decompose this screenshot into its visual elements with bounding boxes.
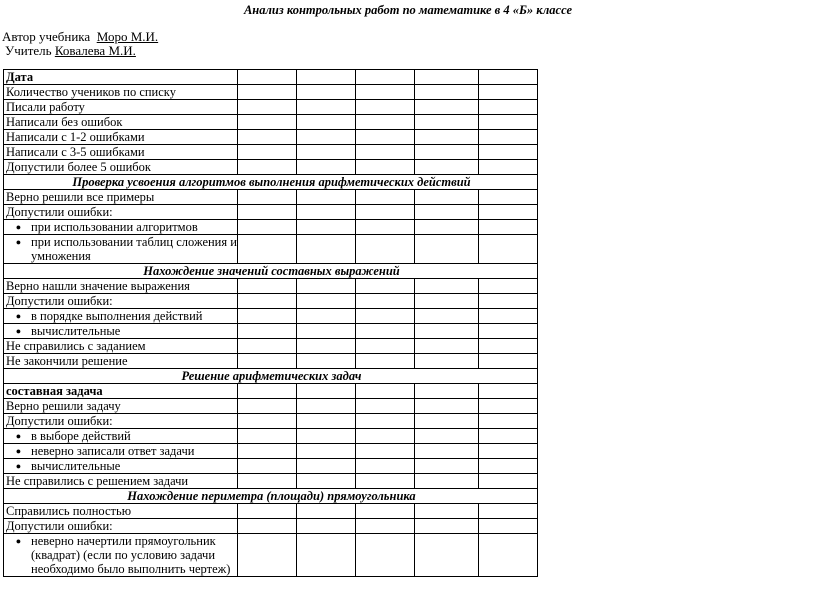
row-label: Количество учеников по списку xyxy=(4,85,238,100)
empty-cell xyxy=(415,205,479,220)
empty-cell xyxy=(415,190,479,205)
empty-cell xyxy=(297,384,356,399)
empty-cell xyxy=(297,205,356,220)
teacher-name: Ковалева М.И. xyxy=(54,43,136,58)
bullet-item-label: неверно записали ответ задачи xyxy=(31,444,195,458)
empty-cell xyxy=(415,70,479,85)
empty-cell xyxy=(238,85,297,100)
empty-cell xyxy=(297,145,356,160)
empty-cell xyxy=(356,444,415,459)
bullet-item-cell xyxy=(4,309,238,324)
empty-cell xyxy=(356,294,415,309)
table-row xyxy=(4,534,538,577)
empty-cell xyxy=(479,414,538,429)
table-row xyxy=(4,115,538,130)
section-header-row xyxy=(4,369,538,384)
empty-cell xyxy=(356,130,415,145)
empty-cell xyxy=(238,459,297,474)
empty-cell xyxy=(297,444,356,459)
empty-cell xyxy=(415,160,479,175)
bullet-item-label: вычислительные xyxy=(31,459,121,473)
empty-cell xyxy=(415,115,479,130)
empty-cell xyxy=(415,145,479,160)
empty-cell xyxy=(297,115,356,130)
section-title: Решение арифметических задач xyxy=(4,369,538,384)
bullet-item-label: при использовании алгоритмов xyxy=(31,220,198,234)
empty-cell xyxy=(297,399,356,414)
empty-cell xyxy=(297,220,356,235)
empty-cell xyxy=(479,85,538,100)
bullet-icon: ● xyxy=(15,431,22,441)
empty-cell xyxy=(356,220,415,235)
empty-cell xyxy=(297,130,356,145)
empty-cell xyxy=(415,444,479,459)
empty-cell xyxy=(238,294,297,309)
empty-cell xyxy=(297,85,356,100)
table-row xyxy=(4,85,538,100)
empty-cell xyxy=(415,534,479,577)
analysis-table xyxy=(3,69,538,577)
empty-cell xyxy=(415,399,479,414)
row-label: Допустили ошибки: xyxy=(4,414,238,429)
empty-cell xyxy=(356,384,415,399)
empty-cell xyxy=(297,70,356,85)
empty-cell xyxy=(415,279,479,294)
bullet-item-cell xyxy=(4,534,238,577)
empty-cell xyxy=(297,279,356,294)
empty-cell xyxy=(356,519,415,534)
empty-cell xyxy=(479,160,538,175)
empty-cell xyxy=(238,220,297,235)
empty-cell xyxy=(415,519,479,534)
row-label: Не справились с решением задачи xyxy=(4,474,238,489)
empty-cell xyxy=(297,190,356,205)
empty-cell xyxy=(479,279,538,294)
empty-cell xyxy=(238,399,297,414)
table-row xyxy=(4,130,538,145)
section-header-row xyxy=(4,264,538,279)
bullet-item xyxy=(6,459,237,473)
bullet-item xyxy=(6,309,237,323)
empty-cell xyxy=(238,279,297,294)
empty-cell xyxy=(356,534,415,577)
table-row xyxy=(4,100,538,115)
empty-cell xyxy=(479,220,538,235)
empty-cell xyxy=(356,504,415,519)
bullet-item xyxy=(6,534,237,576)
empty-cell xyxy=(297,414,356,429)
empty-cell xyxy=(356,354,415,369)
bullet-item-cell xyxy=(4,429,238,444)
empty-cell xyxy=(415,130,479,145)
empty-cell xyxy=(238,205,297,220)
row-label: Справились полностью xyxy=(4,504,238,519)
table-row xyxy=(4,504,538,519)
empty-cell xyxy=(238,429,297,444)
empty-cell xyxy=(238,354,297,369)
empty-cell xyxy=(238,145,297,160)
empty-cell xyxy=(479,429,538,444)
empty-cell xyxy=(238,504,297,519)
empty-cell xyxy=(479,70,538,85)
bullet-item xyxy=(6,444,237,458)
bullet-item xyxy=(6,324,237,338)
empty-cell xyxy=(238,100,297,115)
row-label: Допустили более 5 ошибок xyxy=(4,160,238,175)
empty-cell xyxy=(479,309,538,324)
table-row xyxy=(4,279,538,294)
row-label: составная задача xyxy=(4,384,238,399)
empty-cell xyxy=(238,474,297,489)
empty-cell xyxy=(479,235,538,264)
empty-cell xyxy=(238,324,297,339)
empty-cell xyxy=(479,504,538,519)
table-row xyxy=(4,414,538,429)
empty-cell xyxy=(356,70,415,85)
row-label: Верно нашли значение выражения xyxy=(4,279,238,294)
table-row xyxy=(4,474,538,489)
empty-cell xyxy=(479,354,538,369)
empty-cell xyxy=(415,294,479,309)
empty-cell xyxy=(238,115,297,130)
empty-cell xyxy=(238,414,297,429)
empty-cell xyxy=(238,384,297,399)
empty-cell xyxy=(297,474,356,489)
empty-cell xyxy=(356,309,415,324)
empty-cell xyxy=(356,85,415,100)
bullet-item-cell xyxy=(4,459,238,474)
empty-cell xyxy=(479,100,538,115)
empty-cell xyxy=(415,85,479,100)
empty-cell xyxy=(356,100,415,115)
empty-cell xyxy=(479,534,538,577)
empty-cell xyxy=(479,519,538,534)
empty-cell xyxy=(356,279,415,294)
empty-cell xyxy=(297,294,356,309)
empty-cell xyxy=(356,145,415,160)
empty-cell xyxy=(238,70,297,85)
table-row xyxy=(4,145,538,160)
bullet-icon: ● xyxy=(15,237,22,247)
teacher-label: Учитель xyxy=(5,43,52,58)
bullet-item xyxy=(6,429,237,443)
section-header-row xyxy=(4,175,538,190)
bullet-item-cell xyxy=(4,324,238,339)
bullet-icon: ● xyxy=(15,461,22,471)
analysis-table-body xyxy=(4,70,538,577)
empty-cell xyxy=(356,190,415,205)
row-label: Писали работу xyxy=(4,100,238,115)
empty-cell xyxy=(297,100,356,115)
empty-cell xyxy=(415,324,479,339)
empty-cell xyxy=(238,519,297,534)
empty-cell xyxy=(415,504,479,519)
row-label: Не закончили решение xyxy=(4,354,238,369)
empty-cell xyxy=(297,160,356,175)
empty-cell xyxy=(356,235,415,264)
empty-cell xyxy=(479,145,538,160)
table-row xyxy=(4,459,538,474)
table-row xyxy=(4,429,538,444)
empty-cell xyxy=(356,339,415,354)
bullet-item-label: неверно начертили прямоугольник (квадрат) (если по условию задачи необходимо было выполнить чертеж) xyxy=(31,534,231,576)
empty-cell xyxy=(415,100,479,115)
table-row xyxy=(4,384,538,399)
empty-cell xyxy=(297,459,356,474)
bullet-item-label: при использовании таблиц сложения и умножения xyxy=(31,235,237,263)
empty-cell xyxy=(415,429,479,444)
row-label: Не справились с заданием xyxy=(4,339,238,354)
empty-cell xyxy=(415,354,479,369)
page-title: Анализ контрольных работ по математике в 4 «Б» классе xyxy=(243,3,573,17)
empty-cell xyxy=(238,309,297,324)
empty-cell xyxy=(238,160,297,175)
table-row xyxy=(4,190,538,205)
empty-cell xyxy=(479,115,538,130)
table-row xyxy=(4,294,538,309)
empty-cell xyxy=(479,324,538,339)
section-title: Нахождение значений составных выражений xyxy=(4,264,538,279)
table-row xyxy=(4,444,538,459)
empty-cell xyxy=(479,459,538,474)
empty-cell xyxy=(297,354,356,369)
empty-cell xyxy=(356,414,415,429)
table-row xyxy=(4,70,538,85)
empty-cell xyxy=(479,130,538,145)
bullet-icon: ● xyxy=(15,536,22,546)
bullet-icon: ● xyxy=(15,222,22,232)
empty-cell xyxy=(479,294,538,309)
empty-cell xyxy=(479,474,538,489)
empty-cell xyxy=(238,444,297,459)
empty-cell xyxy=(415,384,479,399)
empty-cell xyxy=(238,534,297,577)
author-name: Моро М.И. xyxy=(96,29,159,44)
empty-cell xyxy=(297,324,356,339)
bullet-item-cell xyxy=(4,235,238,264)
row-label: Верно решили все примеры xyxy=(4,190,238,205)
empty-cell xyxy=(479,384,538,399)
section-title: Проверка усвоения алгоритмов выполнения арифметических действий xyxy=(4,175,538,190)
empty-cell xyxy=(297,309,356,324)
empty-cell xyxy=(297,235,356,264)
table-row xyxy=(4,220,538,235)
empty-cell xyxy=(479,339,538,354)
empty-cell xyxy=(238,130,297,145)
bullet-item xyxy=(6,220,237,234)
row-label: Допустили ошибки: xyxy=(4,294,238,309)
row-label: Написали с 3-5 ошибками xyxy=(4,145,238,160)
empty-cell xyxy=(356,399,415,414)
bullet-item xyxy=(6,235,237,263)
row-label: Написали с 1-2 ошибками xyxy=(4,130,238,145)
empty-cell xyxy=(356,459,415,474)
empty-cell xyxy=(238,235,297,264)
empty-cell xyxy=(479,190,538,205)
bullet-item-label: в порядке выполнения действий xyxy=(31,309,203,323)
empty-cell xyxy=(356,324,415,339)
empty-cell xyxy=(238,190,297,205)
bullet-item-label: вычислительные xyxy=(31,324,121,338)
empty-cell xyxy=(356,115,415,130)
section-header-row xyxy=(4,489,538,504)
table-row xyxy=(4,324,538,339)
bullet-item-cell xyxy=(4,220,238,235)
row-label: Дата xyxy=(4,70,238,85)
row-label: Верно решили задачу xyxy=(4,399,238,414)
row-label: Допустили ошибки: xyxy=(4,205,238,220)
empty-cell xyxy=(356,205,415,220)
section-title: Нахождение периметра (площади) прямоугольника xyxy=(4,489,538,504)
row-label: Написали без ошибок xyxy=(4,115,238,130)
empty-cell xyxy=(415,309,479,324)
empty-cell xyxy=(479,444,538,459)
bullet-icon: ● xyxy=(15,311,22,321)
empty-cell xyxy=(356,429,415,444)
author-label: Автор учебника xyxy=(2,29,91,44)
bullet-icon: ● xyxy=(15,326,22,336)
empty-cell xyxy=(415,414,479,429)
empty-cell xyxy=(415,474,479,489)
empty-cell xyxy=(479,399,538,414)
table-row xyxy=(4,519,538,534)
table-row xyxy=(4,235,538,264)
empty-cell xyxy=(415,235,479,264)
table-row xyxy=(4,399,538,414)
table-row xyxy=(4,339,538,354)
empty-cell xyxy=(297,339,356,354)
table-row xyxy=(4,205,538,220)
empty-cell xyxy=(356,160,415,175)
empty-cell xyxy=(415,339,479,354)
teacher-line xyxy=(5,43,136,59)
table-row xyxy=(4,160,538,175)
table-row xyxy=(4,309,538,324)
empty-cell xyxy=(356,474,415,489)
empty-cell xyxy=(415,220,479,235)
bullet-item-label: в выборе действий xyxy=(31,429,131,443)
row-label: Допустили ошибки: xyxy=(4,519,238,534)
empty-cell xyxy=(297,429,356,444)
bullet-icon: ● xyxy=(15,446,22,456)
empty-cell xyxy=(297,519,356,534)
empty-cell xyxy=(479,205,538,220)
empty-cell xyxy=(297,534,356,577)
table-row xyxy=(4,354,538,369)
empty-cell xyxy=(238,339,297,354)
bullet-item-cell xyxy=(4,444,238,459)
empty-cell xyxy=(415,459,479,474)
empty-cell xyxy=(297,504,356,519)
